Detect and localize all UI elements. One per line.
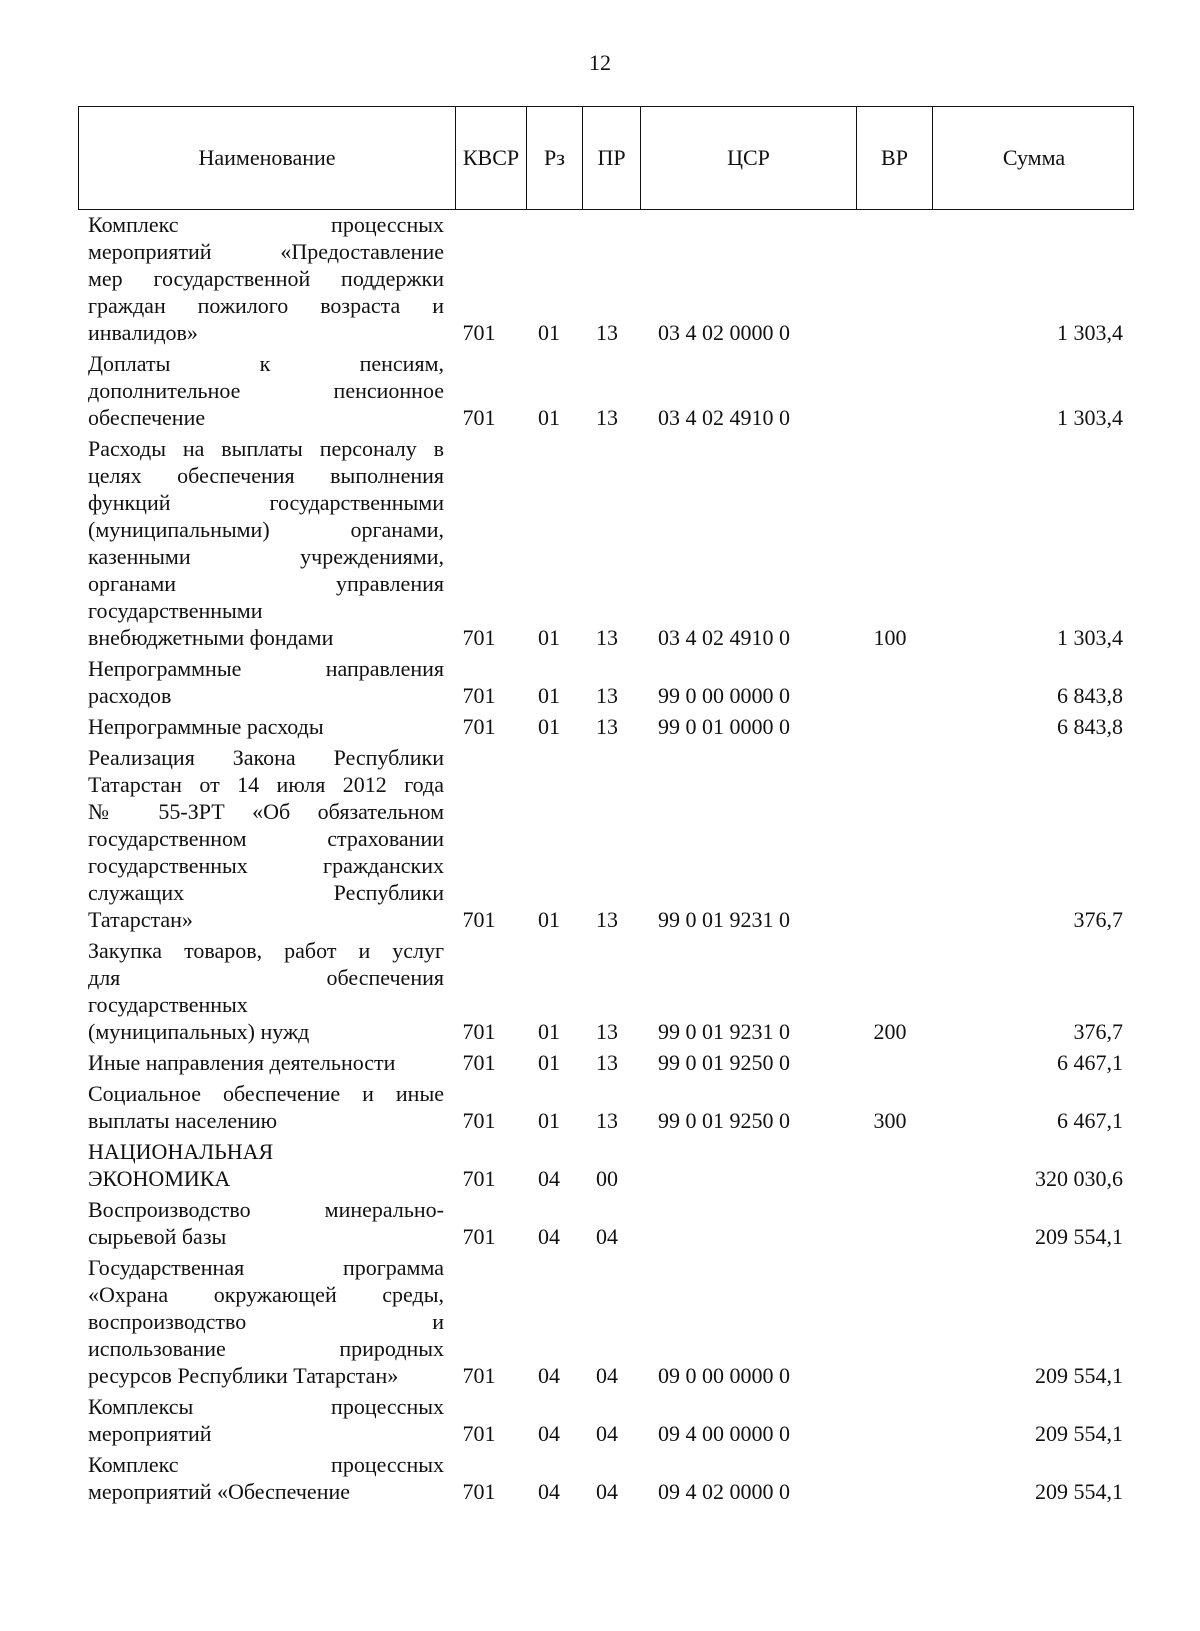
row-name-line: функций государственными [88,490,444,515]
row-name [88,1080,444,1134]
row-name-line: ресурсов Республики Татарстан» [88,1363,399,1388]
row-name-line: ЭКОНОМИКА [88,1166,231,1191]
row-pr: 13 [596,1108,618,1133]
row-name-line: для обеспечения [88,965,444,990]
table-row [88,1049,1133,1076]
row-pr: 13 [596,625,618,650]
row-csr: 09 0 00 0000 0 [658,1363,790,1388]
row-name-line: Комплексы процессных [88,1394,444,1419]
row-name-line: Доплаты к пенсиям, [88,351,444,376]
row-name-line: Непрограммные расходы [88,714,324,739]
row-kvsr: 701 [462,714,496,739]
row-csr: 03 4 02 4910 0 [658,625,790,650]
row-name-line: инвалидов» [88,320,198,345]
row-rz: 01 [538,1019,560,1044]
row-sum: 376,7 [1073,1019,1123,1044]
row-name [88,435,444,651]
header-name: Наименование [198,145,336,170]
row-rz: 01 [538,683,560,708]
row-csr: 99 0 01 9231 0 [658,907,790,932]
row-pr: 13 [596,683,618,708]
row-sum: 1 303,4 [1057,625,1123,650]
row-kvsr: 701 [462,1363,496,1388]
row-rz: 01 [538,714,560,739]
row-rz: 04 [538,1363,560,1388]
row-name-line: Татарстан» [88,907,193,932]
row-name-line: Государственная программа [88,1255,444,1280]
header-kvsr: КВСР [455,107,526,209]
row-pr: 13 [596,907,618,932]
table-row [88,211,1133,346]
row-name-line: граждан пожилого возраста и [88,293,444,318]
row-pr: 13 [596,714,618,739]
row-csr: 03 4 02 0000 0 [658,320,790,345]
row-name-line: внебюджетными фондами [88,625,334,650]
row-pr: 00 [596,1166,618,1191]
row-name-line: государственном страховании [88,826,444,851]
row-kvsr: 701 [462,907,496,932]
row-csr: 03 4 02 4910 0 [658,405,790,430]
row-name-line: органами управления [88,571,444,596]
row-name-line: выплаты населению [88,1108,278,1133]
row-name-line: № 55-ЗРТ «Об обязательном [88,799,444,824]
row-kvsr: 701 [462,1050,496,1075]
row-sum: 209 554,1 [1035,1224,1123,1249]
row-csr: 99 0 01 9231 0 [658,1019,790,1044]
row-kvsr: 701 [462,1224,496,1249]
row-pr: 04 [596,1421,618,1446]
row-kvsr: 701 [462,1479,496,1504]
row-vr: 100 [873,625,907,650]
row-csr: 99 0 00 0000 0 [658,683,790,708]
row-pr: 13 [596,320,618,345]
row-name [88,1393,444,1447]
header-vr: ВР [856,107,932,209]
row-csr: 99 0 01 9250 0 [658,1108,790,1133]
row-name-line: Непрограммные направления [88,656,444,681]
table-row [88,350,1133,431]
row-name-line: Комплекс процессных [88,212,444,237]
row-rz: 01 [538,320,560,345]
table-row [88,1196,1133,1250]
row-sum: 209 554,1 [1035,1421,1123,1446]
row-pr: 04 [596,1363,618,1388]
row-kvsr: 701 [462,625,496,650]
row-name [88,655,444,709]
row-name-line: мероприятий [88,1421,212,1446]
row-sum: 6 843,8 [1057,714,1123,739]
row-name-line: целях обеспечения выполнения [88,463,444,488]
row-name-line: использование природных [88,1336,444,1361]
row-sum: 209 554,1 [1035,1479,1123,1504]
table-body [88,211,1133,1509]
row-kvsr: 701 [462,683,496,708]
row-sum: 6 467,1 [1057,1050,1123,1075]
row-sum: 1 303,4 [1057,320,1123,345]
row-name-line: государственных [88,992,248,1017]
row-name-line: Социальное обеспечение и иные [88,1081,444,1106]
row-kvsr: 701 [462,1108,496,1133]
row-rz: 04 [538,1479,560,1504]
row-pr: 13 [596,405,618,430]
row-csr: 99 0 01 0000 0 [658,714,790,739]
row-rz: 04 [538,1421,560,1446]
table-row [88,744,1133,933]
row-name [88,1138,444,1192]
table-row [88,713,1133,740]
row-name-line: Расходы на выплаты персоналу в [88,436,444,461]
row-rz: 04 [538,1224,560,1249]
row-name-line: «Охрана окружающей среды, [88,1282,444,1307]
row-name-line: государственными [88,598,263,623]
row-rz: 04 [538,1166,560,1191]
row-sum: 6 843,8 [1057,683,1123,708]
row-sum: 320 030,6 [1035,1166,1123,1191]
page-number: 12 [589,50,611,75]
row-name-line: Закупка товаров, работ и услуг [88,938,444,963]
table-row [88,1254,1133,1389]
table-row [88,1393,1133,1447]
row-csr: 99 0 01 9250 0 [658,1050,790,1075]
row-pr: 04 [596,1479,618,1504]
row-csr: 09 4 00 0000 0 [658,1421,790,1446]
row-name-line: расходов [88,683,172,708]
row-name-line: государственных гражданских [88,853,444,878]
row-name-line: (муниципальных) нужд [88,1019,310,1044]
row-name [88,1196,444,1250]
header-pr: ПР [582,107,640,209]
row-name-line: НАЦИОНАЛЬНАЯ [88,1139,274,1164]
row-rz: 01 [538,625,560,650]
row-rz: 01 [538,405,560,430]
row-sum: 376,7 [1073,907,1123,932]
row-name-line: Комплекс процессных [88,1452,444,1477]
row-name-line: Реализация Закона Республики [88,745,444,770]
table-row [88,1080,1133,1134]
row-name-line: казенными учреждениями, [88,544,444,569]
row-name [88,713,444,740]
row-name-line: сырьевой базы [88,1224,227,1249]
row-kvsr: 701 [462,1166,496,1191]
row-name [88,211,444,346]
row-name [88,1254,444,1389]
row-name-line: служащих Республики [88,880,444,905]
row-name-line: Татарстан от 14 июля 2012 года [88,772,444,797]
row-name-line: мер государственной поддержки [88,266,444,291]
row-name-line: Иные направления деятельности [88,1050,396,1075]
row-rz: 01 [538,1108,560,1133]
row-vr: 300 [873,1108,907,1133]
row-rz: 01 [538,907,560,932]
row-sum: 209 554,1 [1035,1363,1123,1388]
row-name-line: мероприятий «Обеспечение [88,1479,351,1504]
row-name [88,1451,444,1505]
row-csr: 09 4 02 0000 0 [658,1479,790,1504]
table-row [88,655,1133,709]
row-sum: 6 467,1 [1057,1108,1123,1133]
row-name [88,937,444,1045]
row-pr: 13 [596,1019,618,1044]
header-sum: Сумма [932,107,1135,209]
row-name [88,350,444,431]
row-pr: 13 [596,1050,618,1075]
row-kvsr: 701 [462,320,496,345]
header-rz: Рз [526,107,582,209]
row-name-line: обеспечение [88,405,206,430]
row-name-line: Воспроизводство минерально- [88,1197,444,1222]
row-name-line: воспроизводство и [88,1309,444,1334]
row-name-line: мероприятий «Предоставление [88,239,444,264]
row-kvsr: 701 [462,405,496,430]
table-row [88,1451,1133,1505]
table-row [88,435,1133,651]
row-name-line: дополнительное пенсионное [88,378,444,403]
row-pr: 04 [596,1224,618,1249]
row-name [88,1049,444,1076]
row-kvsr: 701 [462,1019,496,1044]
table-row [88,1138,1133,1192]
row-name-line: (муниципальными) органами, [88,517,444,542]
table-header [78,106,1134,210]
row-name [88,744,444,933]
table-row [88,937,1133,1045]
header-csr: ЦСР [640,107,856,209]
row-rz: 01 [538,1050,560,1075]
row-sum: 1 303,4 [1057,405,1123,430]
row-kvsr: 701 [462,1421,496,1446]
row-vr: 200 [873,1019,907,1044]
